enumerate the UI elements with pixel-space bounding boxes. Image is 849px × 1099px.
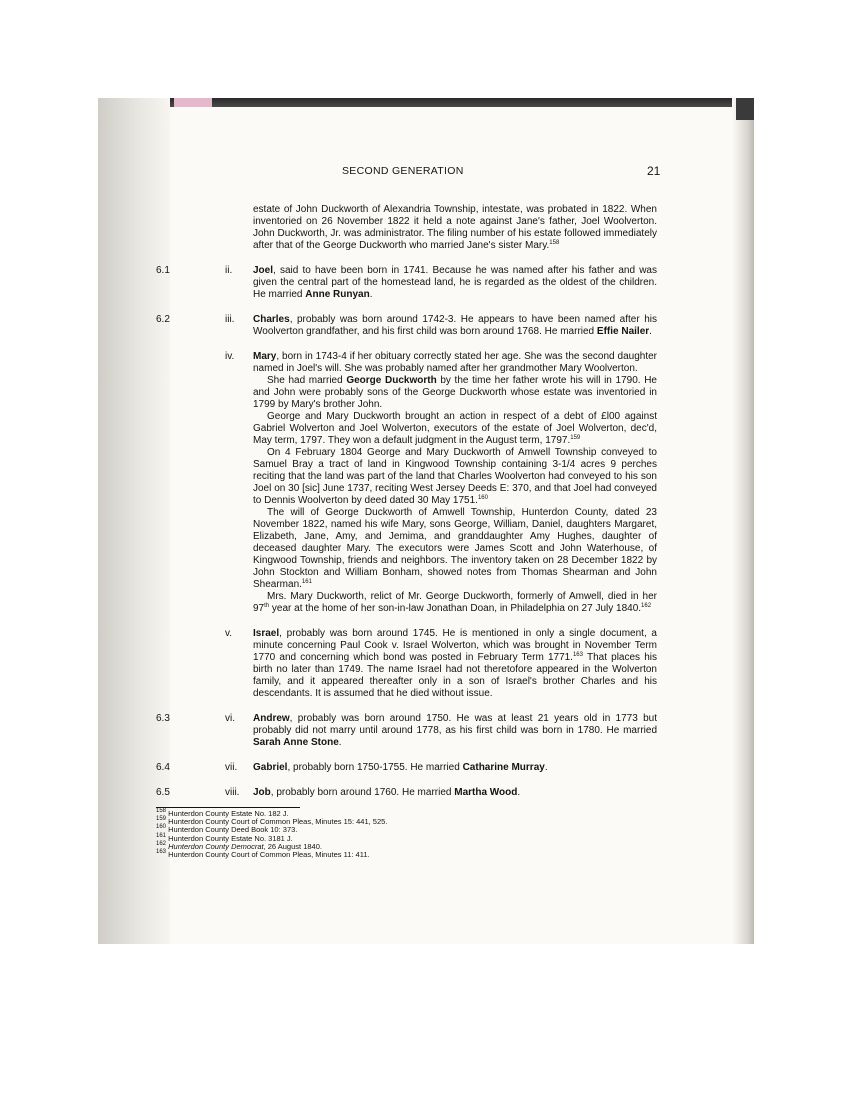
- footnote-number: 161: [156, 832, 167, 839]
- entry-roman: vi.: [225, 713, 235, 724]
- footnote-number: 159: [156, 816, 167, 823]
- entry-roman: v.: [225, 628, 233, 639]
- footnote-text: , 26 August 1840.: [263, 841, 322, 851]
- entry-text: That places his birth no later than 1749. The name Israel had not theretofore appeared in the Wolverton family, and it appeared thereafter only in a son of Israel's brother Charles and his descendants. It is assumed that he died without issue.: [253, 652, 657, 699]
- period: .: [517, 787, 521, 798]
- entry-text: The will of George Duckworth of Amwell Township, Hunterdon County, dated 23 November 1822, named his wife Mary, sons George, William, Daniel, daughters Margaret, Elizabeth, Jane, Amy, and Jemima, and granddaughter Amy Hughes, daughter of deceased daughter Mary. The executors were James Scott and John Waterhouse, of Kingwood Township, friends and neighbors. The inventory taken on 28 December 1822 by John Stockton and William Bonham, showed notes from Thomas Shearman and John Shearman.: [253, 507, 657, 590]
- footnote-text: Hunterdon County Estate No. 3181 J.: [168, 833, 293, 843]
- footnote-ref: 163: [572, 652, 583, 658]
- entry-number: 6.3: [156, 713, 170, 724]
- page-corner-shadow: [736, 98, 754, 120]
- entry-roman: viii.: [225, 787, 240, 798]
- entry-roman: iv.: [225, 351, 235, 362]
- entry-text: , probably was born around 1742-3. He appears to have been named after his Woolverton grandfather, and his first child was born around 1768. He married: [253, 314, 657, 337]
- footnote: [156, 851, 406, 859]
- entry-text: by the time her father wrote his will in 1790. He and John were probably sons of the George Duckworth whose estate was inventoried in 1799 by Mary's brother John.: [253, 375, 657, 410]
- period: .: [369, 289, 373, 300]
- footnote-number: 160: [156, 824, 167, 831]
- chapter-title: SECOND GENERATION: [342, 165, 464, 177]
- child-name: Joel: [253, 265, 274, 276]
- page-number: 21: [647, 164, 661, 178]
- footnote-ref: 161: [301, 579, 312, 585]
- scanned-page: [98, 98, 754, 944]
- footnote-number: 163: [156, 849, 167, 856]
- entry-text: , born in 1743-4 if her obituary correctly stated her age. She was the second daughter named in Joel's will. She was probably named after her grandmother Mary Woolverton.: [253, 351, 657, 374]
- footnotes: [156, 807, 406, 859]
- spouse-name: Martha Wood: [454, 787, 518, 798]
- footnote-text: Hunterdon County Court of Common Pleas, Minutes 15: 441, 525.: [168, 817, 388, 827]
- entry-andrew: [98, 713, 754, 749]
- footnote-ref: 162: [641, 603, 652, 609]
- top-scan-edge: [98, 98, 754, 107]
- footnote-ref: 160: [477, 495, 488, 501]
- child-name: Israel: [253, 628, 280, 639]
- entry-text: , probably was born around 1750. He was at least 21 years old in 1773 but probably did not marry until around 1778, as his first child was born in 1780. He married: [253, 713, 657, 736]
- footnote-italic-title: Hunterdon County Democrat: [168, 841, 264, 851]
- entry-joel: [98, 265, 754, 301]
- footnote-divider: [156, 807, 300, 808]
- entry-text: , probably born around 1760. He married: [270, 787, 455, 798]
- entry-roman: iii.: [225, 314, 235, 325]
- child-name: Job: [253, 787, 271, 798]
- footnote-text: Hunterdon County Deed Book 10: 373.: [168, 825, 298, 835]
- child-name: Charles: [253, 314, 290, 325]
- entry-text: Mrs. Mary Duckworth, relict of Mr. George Duckworth, formerly of Amwell, died in her 97: [253, 591, 657, 614]
- spouse-name: Effie Nailer: [596, 326, 650, 337]
- footnote-text: Hunterdon County Court of Common Pleas, Minutes 11: 411.: [168, 850, 370, 860]
- footnote-text: Hunterdon County Estate No. 182 J.: [168, 809, 289, 818]
- ordinal-suffix: th: [264, 603, 270, 609]
- period: .: [649, 326, 652, 337]
- spouse-name: Sarah Anne Stone: [253, 737, 339, 748]
- spouse-name: George Duckworth: [346, 375, 437, 386]
- entry-roman: vii.: [225, 762, 238, 773]
- entry-text: , probably born 1750-1755. He married: [287, 762, 463, 773]
- entry-gabriel: [98, 762, 754, 774]
- entry-israel: [98, 628, 754, 700]
- entry-text: She had married: [267, 375, 347, 386]
- entry-number: 6.2: [156, 314, 170, 325]
- footnote-ref: 158: [549, 240, 560, 246]
- paragraph-text: estate of John Duckworth of Alexandria Township, intestate, was probated in 1822. When inventoried on 26 November 1822 it held a note against Jane's father, Joel Woolverton. John Duckworth, Jr. was administrator. The filing number of his estate followed immediately after that of the George Duckworth who married Jane's sister Mary.: [253, 204, 657, 251]
- page-body: [98, 204, 754, 859]
- spouse-name: Catharine Murray: [462, 762, 545, 773]
- entry-text: , said to have been born in 1741. Because he was named after his father and was given the central part of the homestead land, he is regarded as the oldest of the children. He married: [253, 265, 657, 300]
- entry-text: George and Mary Duckworth brought an action in respect of a debt of £l00 against Gabriel Wolverton and Joel Wolverton, executors of the estate of Joel Wolverton, dec'd, May term, 1797. They won a default judgment in the August term, 1797.: [253, 411, 657, 446]
- spouse-name: Anne Runyan: [305, 289, 370, 300]
- entry-number: 6.5: [156, 787, 170, 798]
- footnote-ref: 159: [570, 435, 581, 441]
- entry-number: 6.1: [156, 265, 170, 276]
- continued-paragraph: [98, 204, 754, 252]
- child-name: Andrew: [253, 713, 290, 724]
- period: .: [338, 737, 342, 748]
- entry-number: 6.4: [156, 762, 170, 773]
- entry-text: year at the home of her son-in-law Jonathan Doan, in Philadelphia on 27 July 1840.: [269, 603, 642, 614]
- child-name: Gabriel: [253, 762, 288, 773]
- entry-job: [98, 787, 754, 799]
- entry-charles: [98, 314, 754, 338]
- entry-text: On 4 February 1804 George and Mary Duckworth of Amwell Township conveyed to Samuel Bray a tract of land in Kingwood Township containing 3-1/4 acres 9 perches reciting that the land was part of the land that Charles Woolverton had conveyed to his son Joel on 30 [sic] June 1737, reciting West Jersey Deeds E: 370, and that Joel had conveyed to Dennis Woolverton by deed dated 30 May 1751.: [253, 447, 657, 506]
- pink-mark: [174, 98, 212, 107]
- entry-mary: [98, 351, 754, 615]
- footnote-number: 162: [156, 840, 167, 847]
- entry-text: , probably was born around 1745. He is mentioned in only a single document, a minute concerning Paul Cook v. Israel Wolverton, which was brought in November Term 1770 and concerning which bond was posted in February Term 1771.: [253, 628, 657, 663]
- child-name: Mary: [253, 351, 277, 362]
- footnote-number: 158: [156, 808, 167, 814]
- entry-roman: ii.: [225, 265, 233, 276]
- period: .: [544, 762, 548, 773]
